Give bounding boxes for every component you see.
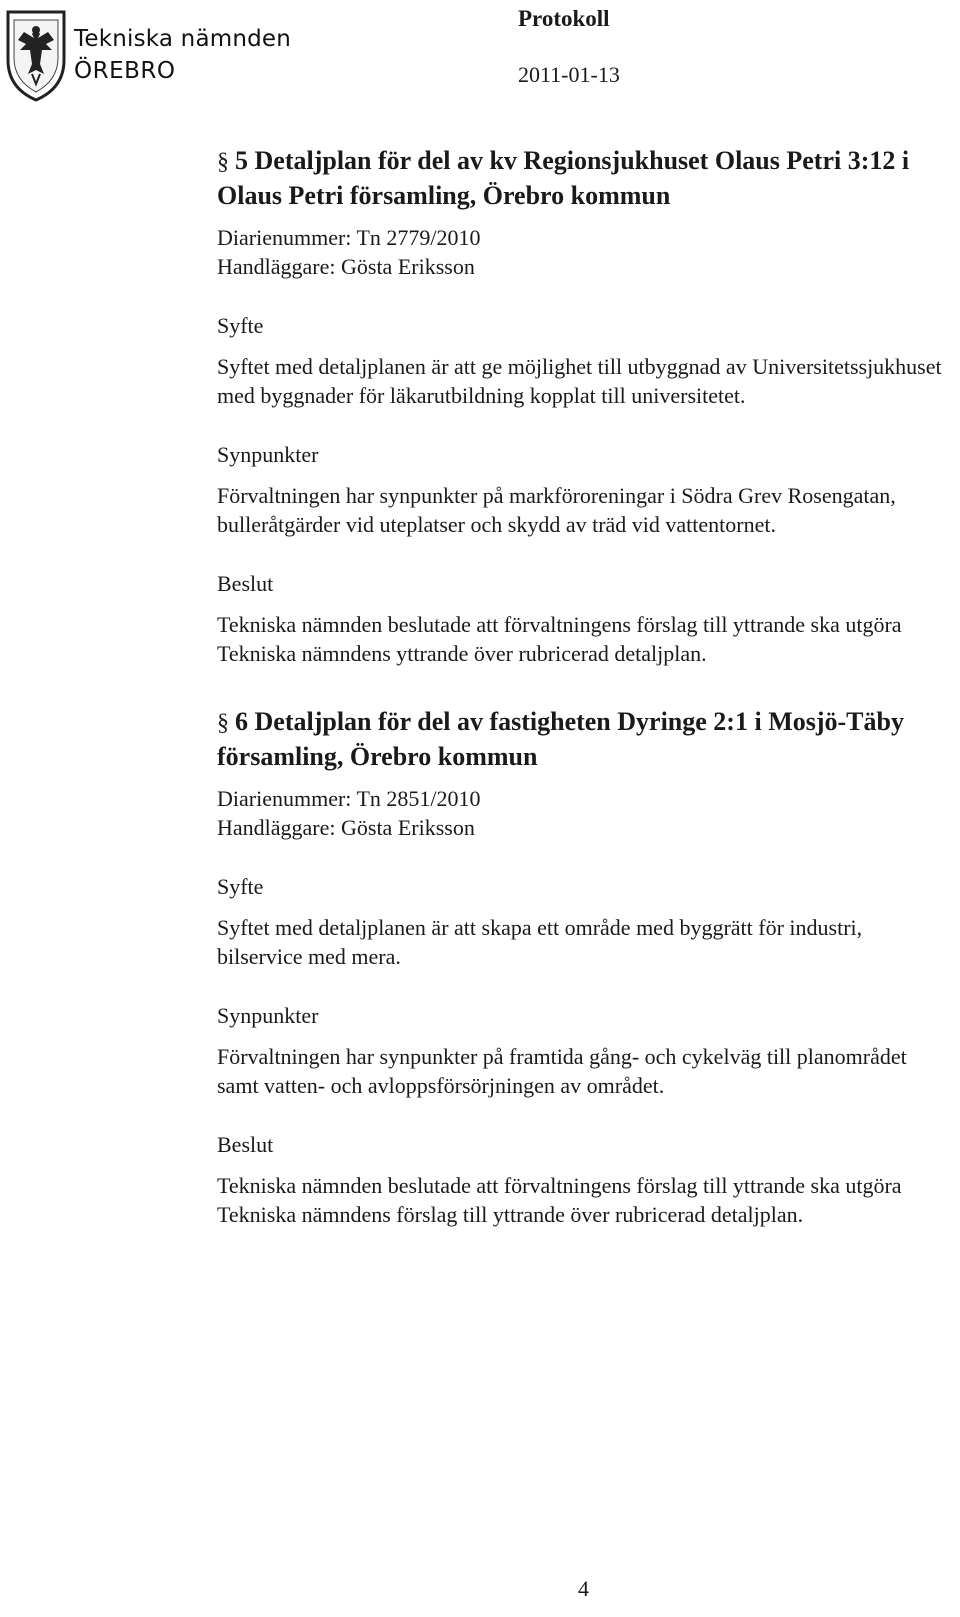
syfte-heading: Syfte: [217, 874, 264, 899]
document-date: 2011-01-13: [518, 62, 620, 87]
synpunkter-heading: Synpunkter: [217, 1003, 319, 1028]
section-title-text: 6 Detaljplan för del av fastigheten Dyringe 2:1 i Mosjö-Täby församling, Örebro kommun: [217, 707, 904, 771]
handlaggare: Handläggare: Gösta Eriksson: [217, 254, 475, 279]
page-number: 4: [578, 1576, 589, 1601]
beslut-text: Tekniska nämnden beslutade att förvaltningens förslag till yttrande ska utgöra Tekniska nämndens förslag till yttrande över rubricerad detaljplan.: [217, 1173, 902, 1227]
header-logo: [4, 8, 304, 104]
section-title: [217, 144, 947, 213]
synpunkter-text: Förvaltningen har synpunkter på framtida gång- och cykelväg till planområdet samt vatten- och avloppsförsörjningen av området.: [217, 1044, 907, 1098]
paragraph-mark: §: [217, 149, 229, 175]
document-type: Protokoll: [518, 6, 610, 31]
section-paragraph-5: [217, 144, 947, 668]
syfte-text: Syftet med detaljplanen är att skapa ett område med byggrätt för industri, bilservice med mera.: [217, 915, 863, 969]
diarienummer: Diarienummer: Tn 2851/2010: [217, 786, 481, 811]
synpunkter-heading: Synpunkter: [217, 442, 319, 467]
orebro-crest-icon: [4, 8, 68, 102]
org-name: Tekniska nämnden: [74, 26, 292, 52]
section-paragraph-6: [217, 705, 947, 1229]
beslut-heading: Beslut: [217, 571, 274, 596]
section-title: [217, 705, 947, 774]
diarienummer: Diarienummer: Tn 2779/2010: [217, 225, 481, 250]
syfte-heading: Syfte: [217, 313, 264, 338]
beslut-heading: Beslut: [217, 1132, 274, 1157]
beslut-text: Tekniska nämnden beslutade att förvaltningens förslag till yttrande ska utgöra Tekniska nämndens yttrande över rubricerad detaljplan.: [217, 612, 902, 666]
org-city: ÖREBRO: [74, 58, 176, 84]
paragraph-mark: §: [217, 710, 229, 736]
section-title-text: 5 Detaljplan för del av kv Regionsjukhuset Olaus Petri 3:12 i Olaus Petri församling, Örebro kommun: [217, 146, 910, 210]
synpunkter-text: Förvaltningen har synpunkter på markföroreningar i Södra Grev Rosengatan, bulleråtgärder vid uteplatser och skydd av träd vid vattentornet.: [217, 483, 896, 537]
syfte-text: Syftet med detaljplanen är att ge möjlighet till utbyggnad av Universitetssjukhuset med byggnader för läkarutbildning kopplat till universitetet.: [217, 354, 942, 408]
protocol-content: [217, 144, 947, 1229]
handlaggare: Handläggare: Gösta Eriksson: [217, 815, 475, 840]
